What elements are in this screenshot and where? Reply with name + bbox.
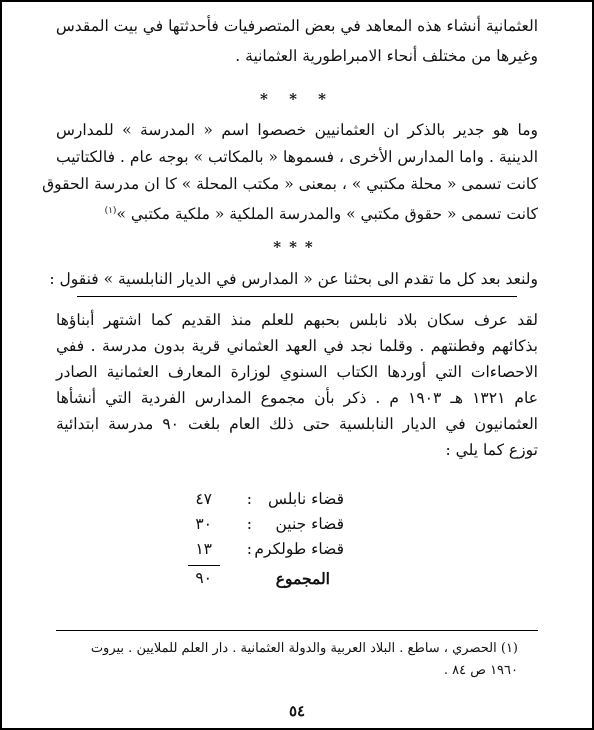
paragraph2-line-3: كانت تسمى « محلة مكتبي » ، بمعنى « مكتب المحلة » كا ان مدرسة الحقوق bbox=[42, 175, 538, 193]
table-row-colon: : bbox=[246, 490, 252, 508]
footnote-marker: (١) bbox=[104, 206, 117, 216]
table-row bbox=[2, 540, 592, 562]
paragraph4-line-5: العثمانيون في الديار النابلسية حتى ذلك العام بلغت ٩٠ مدرسة ابتدائية bbox=[56, 415, 538, 433]
table-total-row bbox=[2, 569, 592, 591]
footnote-line-2: ١٩٦٠ ص ٨٤ . bbox=[443, 663, 518, 678]
table-row-name: قضاء جنين bbox=[275, 515, 344, 533]
paragraph4-line-2: بذكائهم وفطنتهم . وقلما نجد في العهد العثماني قرية بدون مدرسة . ففي bbox=[56, 337, 538, 355]
paragraph4-line-6: توزع كما يلي : bbox=[445, 441, 538, 459]
table-row-name: قضاء طولكرم bbox=[254, 540, 344, 558]
paragraph4-line-1: لقد عرف سكان بلاد نابلس بحبهم للعلم منذ القديم كما اشتهر أبناؤها bbox=[56, 311, 538, 329]
table-total-value: ٩٠ bbox=[195, 569, 212, 587]
paragraph2-line-4-text: كانت تسمى « حقوق مكتبي » والمدرسة الملكية « ملكية مكتبي » bbox=[116, 205, 538, 224]
footnote-rule bbox=[56, 630, 538, 631]
table-row-colon: : bbox=[246, 540, 252, 558]
table-row-name: قضاء نابلس bbox=[267, 490, 344, 508]
paragraph2-line-1: وما هو جدير بالذكر ان العثمانيين خصصوا اسم « المدرسة » للمدارس bbox=[56, 121, 538, 139]
paragraph4-line-3: الاحصاءات التي أوردها الكتاب السنوي لوزارة المعارف العثمانية الصادر bbox=[56, 363, 538, 381]
table-row-colon: : bbox=[246, 515, 252, 533]
total-rule bbox=[188, 565, 220, 566]
table-total-label: المجموع bbox=[275, 569, 330, 588]
table-row bbox=[2, 515, 592, 537]
table-row-value: ٣٠ bbox=[195, 515, 212, 533]
paragraph2-line-2: الدينية . واما المدارس الأخرى ، فسموها « بالمكاتب » بوجه عام . فالكتاتيب bbox=[56, 148, 538, 166]
paragraph1-line-2: وغيرها من مختلف أنحاء الامبراطورية العثمانية . bbox=[235, 47, 538, 65]
quote-top-rule bbox=[77, 296, 517, 297]
page-number: ٥٤ bbox=[288, 702, 306, 720]
footnote-line-1: (١) الحصري ، ساطع . البلاد العربية والدولة العثمانية . دار العلم للملايين . بيروت bbox=[90, 641, 518, 656]
section-separator-2: *** bbox=[273, 238, 321, 256]
section-separator-1: * * * bbox=[260, 90, 334, 108]
document-page bbox=[2, 2, 592, 728]
table-row bbox=[2, 490, 592, 512]
paragraph2-line-4 bbox=[56, 201, 538, 224]
table-row-value: ١٣ bbox=[195, 540, 212, 558]
table-row-value: ٤٧ bbox=[195, 490, 212, 508]
paragraph3-line-1: ولنعد بعد كل ما تقدم الى بحثنا عن « المدارس في الديار النابلسية » فنقول : bbox=[49, 270, 538, 288]
paragraph1-line-1: العثمانية أنشاء هذه المعاهد في بعض المتصرفيات فأحدثتها في بيت المقدس bbox=[55, 17, 538, 35]
paragraph4-line-4: عام ١٣٢١ هـ ١٩٠٣ م . ذكر بأن مجموع المدارس الفردية التي أنشأها bbox=[56, 389, 538, 407]
